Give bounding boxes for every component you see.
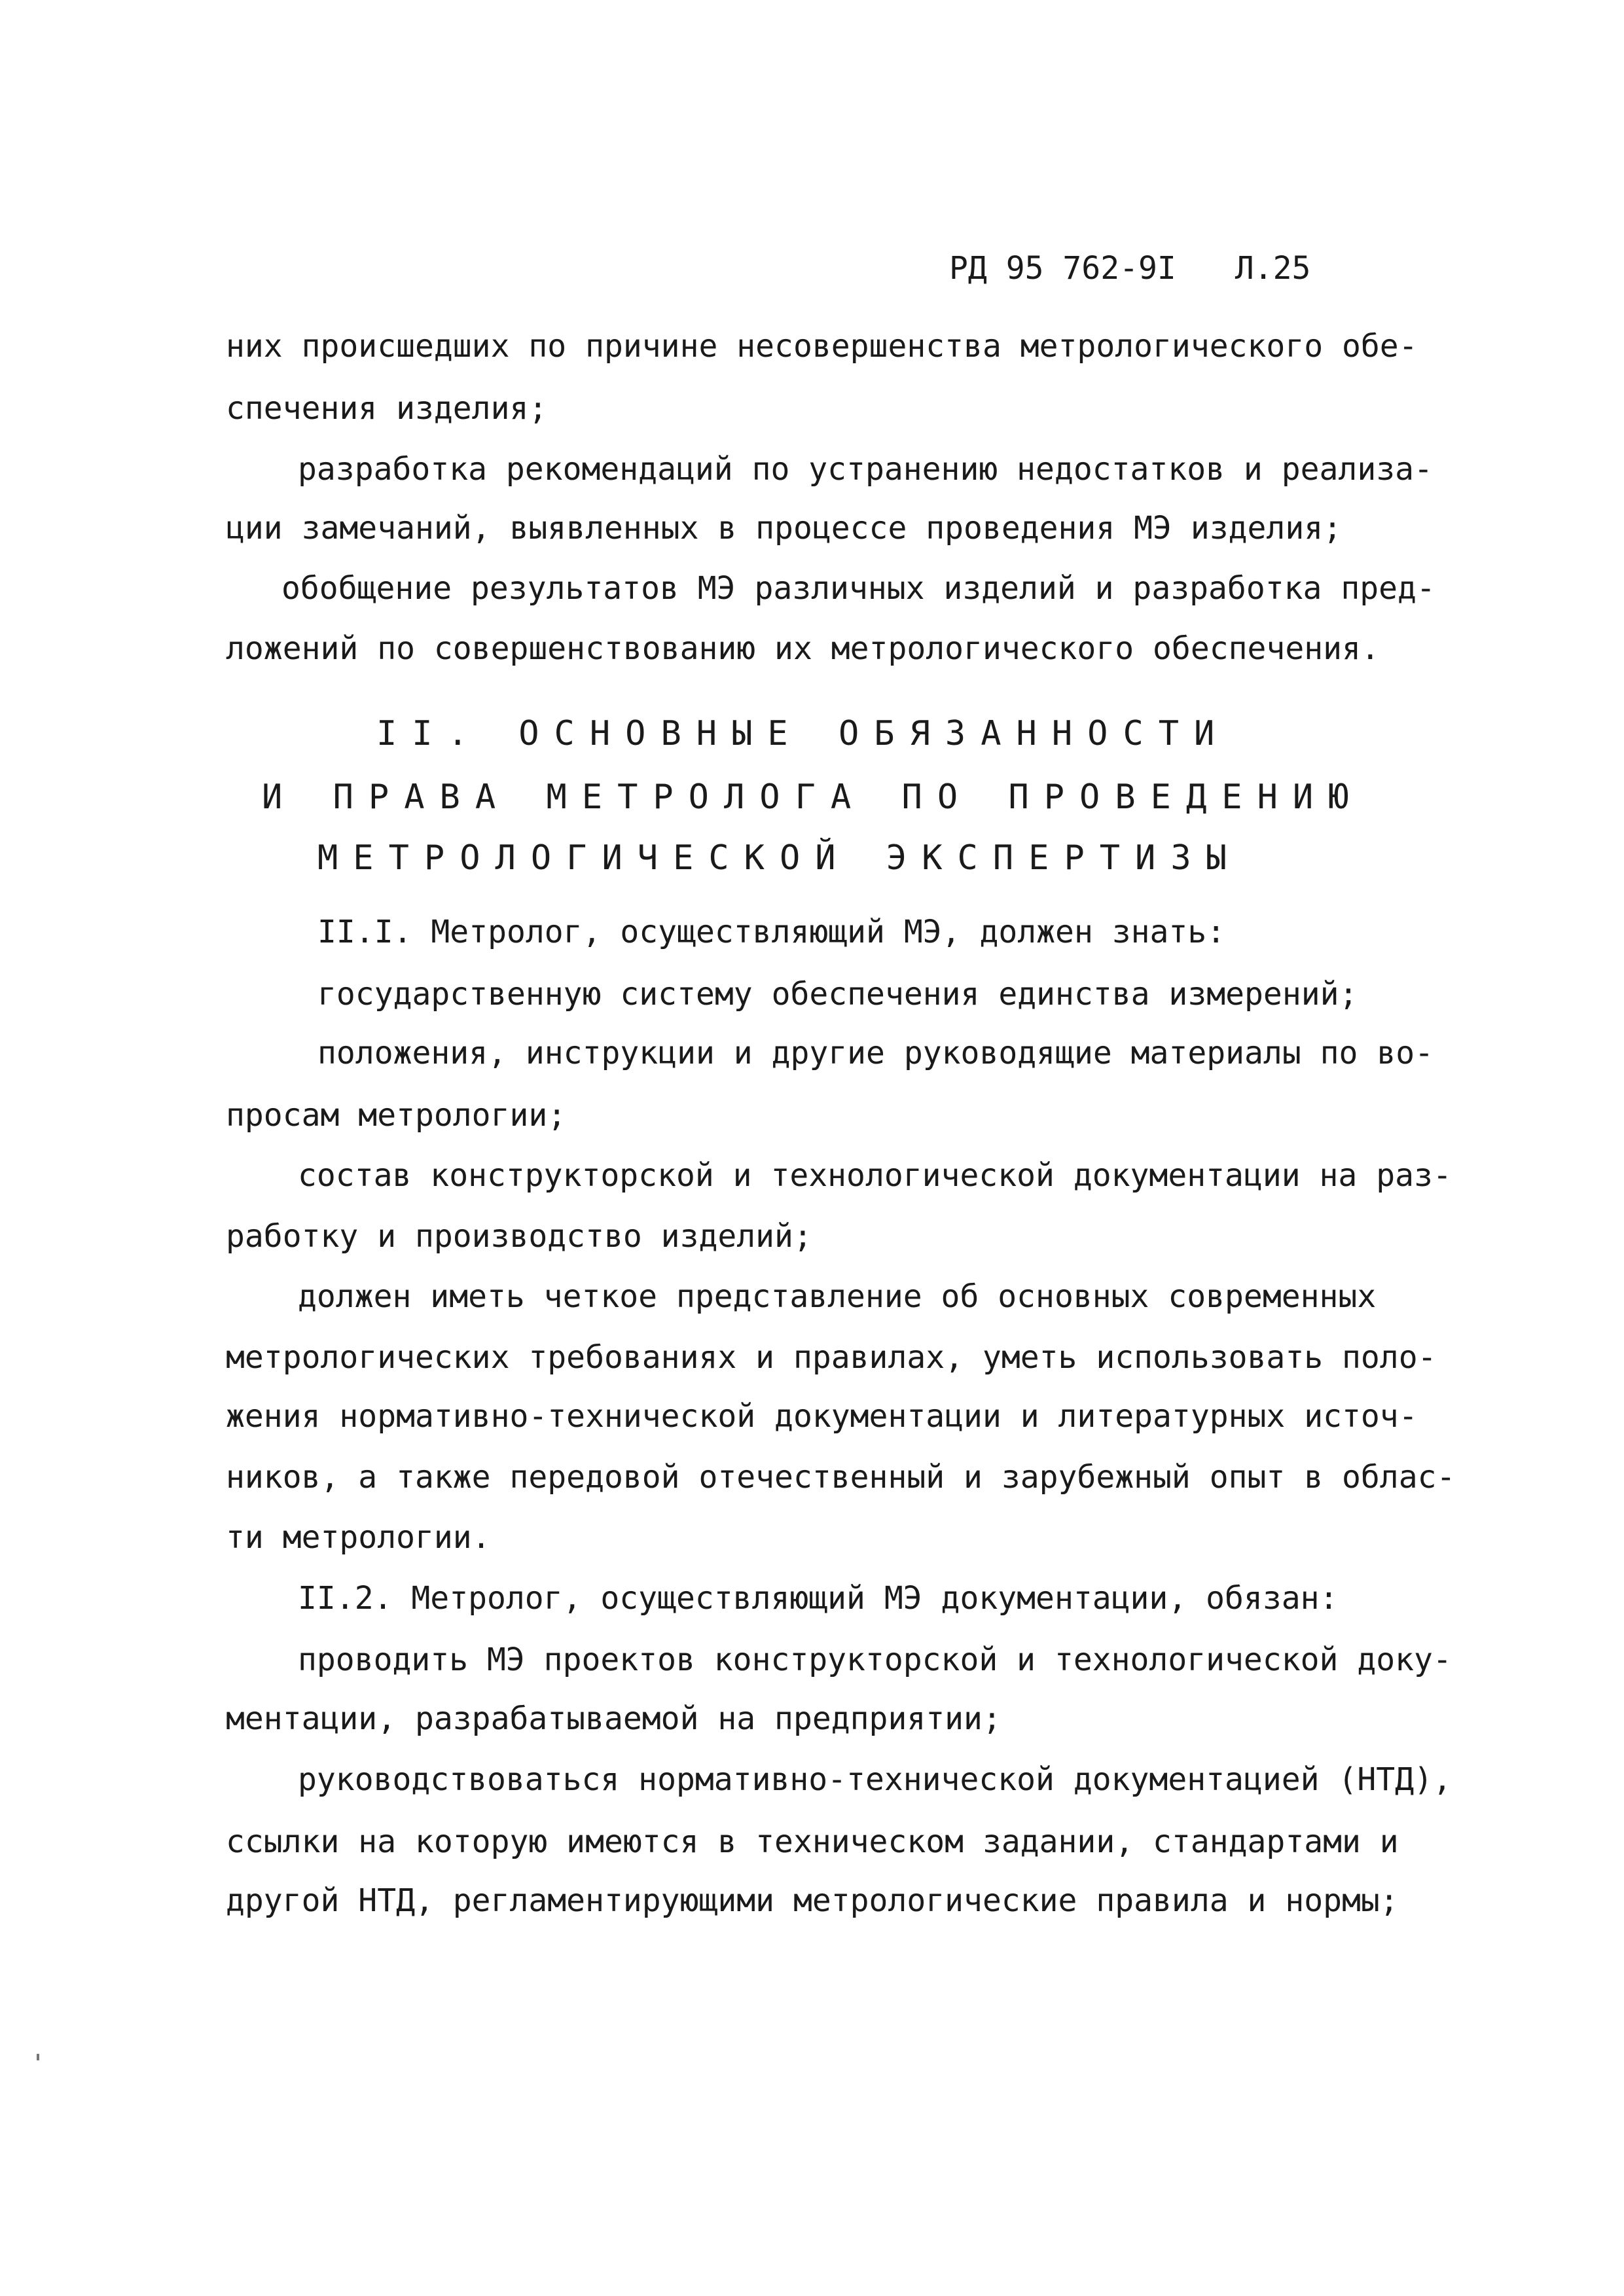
text-line: ссылки на которую имеются в техническом задании, стандартами и — [226, 1823, 1399, 1860]
sheet-number: Л.25 — [1235, 250, 1311, 287]
text-line: ников, а также передовой отечественный и зарубежный опыт в облас- — [226, 1459, 1456, 1496]
scan-speck — [37, 2054, 39, 2060]
text-line: просам метрологии; — [226, 1097, 567, 1134]
text-line: спечения изделия; — [226, 390, 548, 427]
section-heading-line: МЕТРОЛОГИЧЕСКОЙ ЭКСПЕРТИЗЫ — [317, 838, 1242, 878]
text-line: состав конструкторской и технологической документации на раз- — [298, 1157, 1452, 1194]
text-line: обобщение результатов МЭ различных изделий и разработка пред- — [281, 570, 1435, 607]
text-line: ти метрологии. — [226, 1519, 491, 1556]
text-line: должен иметь четкое представление об основных современных — [298, 1278, 1377, 1315]
text-line: ложений по совершенствованию их метрологического обеспечения. — [226, 630, 1380, 667]
section-heading-line: И ПРАВА МЕТРОЛОГА ПО ПРОВЕДЕНИЮ — [262, 778, 1364, 817]
text-line: работку и производство изделий; — [226, 1218, 812, 1255]
document-number: РД 95 762-9I — [949, 250, 1176, 287]
text-line: метрологических требованиях и правилах, уметь использовать поло- — [226, 1339, 1437, 1376]
text-line: II.I. Метролог, осуществляющий МЭ, должен знать: — [317, 914, 1226, 950]
text-line: II.2. Метролог, осуществляющий МЭ документации, обязан: — [298, 1580, 1339, 1617]
text-line: них происшедших по причине несовершенства метрологического обе- — [226, 328, 1418, 365]
text-line: ции замечаний, выявленных в процессе проведения МЭ изделия; — [226, 510, 1343, 547]
text-line: ментации, разрабатываемой на предприятии; — [226, 1700, 1001, 1737]
text-line: проводить МЭ проектов конструкторской и технологической доку- — [298, 1641, 1452, 1678]
section-heading-line: II. ОСНОВНЫЕ ОБЯЗАННОСТИ — [376, 714, 1230, 753]
text-line: государственную систему обеспечения единства измерений; — [317, 976, 1358, 1013]
page-header — [949, 250, 1310, 287]
text-line: разработка рекомендаций по устранению недостатков и реализа- — [298, 451, 1433, 488]
text-line: руководствоваться нормативно-технической документацией (НТД), — [298, 1761, 1452, 1798]
text-line: другой НТД, регламентирующими метрологические правила и нормы; — [226, 1882, 1399, 1919]
text-line: жения нормативно-технической документации и литературных источ- — [226, 1398, 1418, 1435]
text-line: положения, инструкции и другие руководящие материалы по во- — [317, 1035, 1434, 1071]
